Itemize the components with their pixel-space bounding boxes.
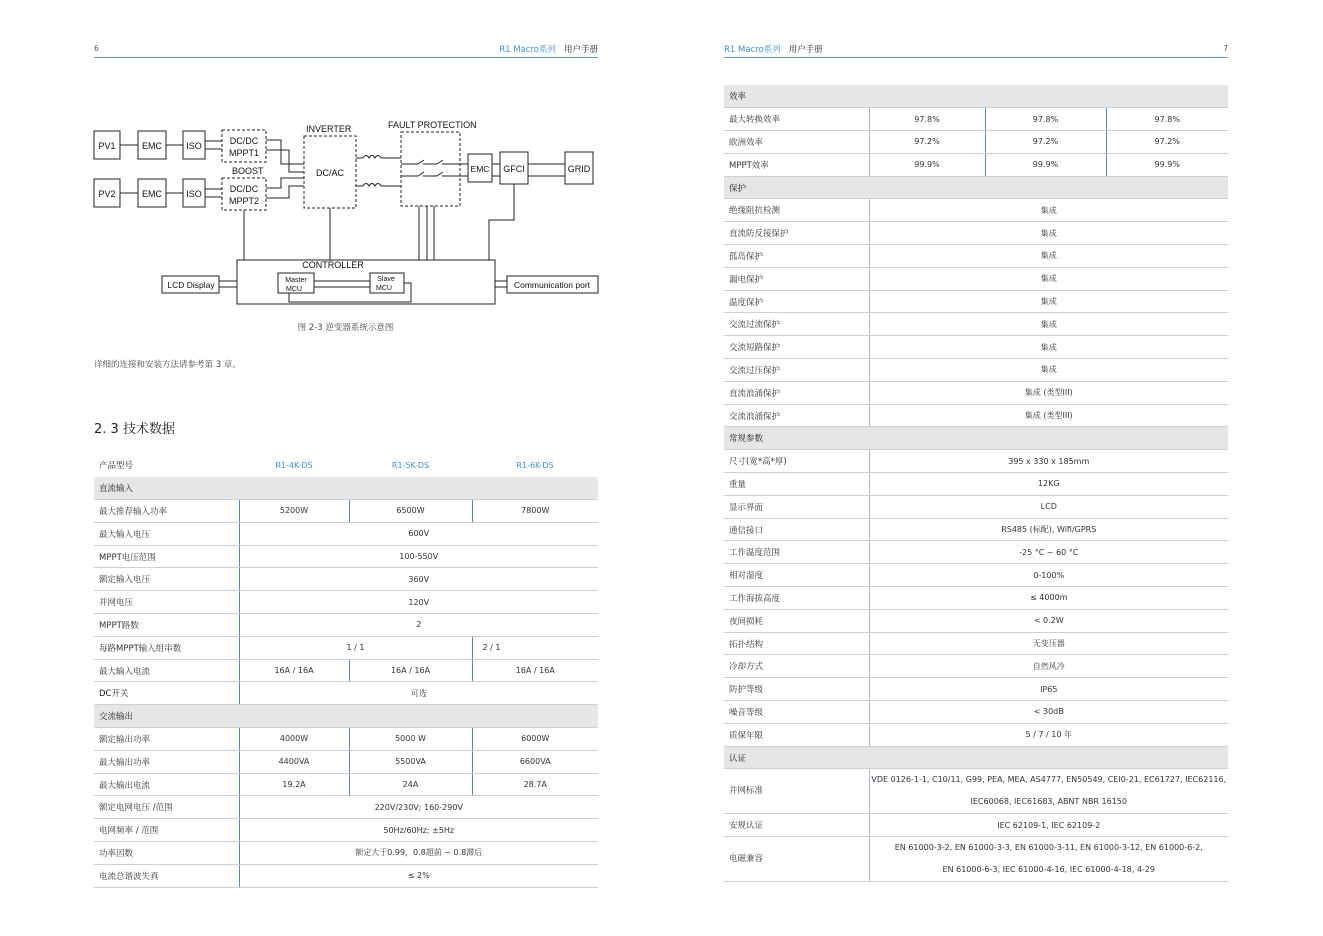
category-row [724,746,1228,769]
tech-data-table-right [724,85,1228,882]
cell-value: 4000W [239,728,349,751]
model-name: R1-4K-DS [275,460,313,470]
cell-value: 220V/230V; 160-290V [239,796,598,819]
cell-value: 0-100% [869,564,1228,587]
cell-value: 集成 [869,290,1228,313]
cell-value: 28.7A [472,773,598,796]
row-label: 拓扑结构 [724,632,869,655]
cell-value: IEC60068, IEC61683, ABNT NBR 16150 [970,797,1127,807]
table-row [724,108,1228,131]
cell-value: 集成 (类型III) [869,404,1228,427]
inverter-system-diagram [93,116,605,312]
table-row [724,290,1228,313]
cell-value: 5200W [239,500,349,523]
row-label: 并网标准 [724,769,869,814]
table-row [724,245,1228,268]
table-row [94,682,598,705]
row-label: 温度保护 [724,290,869,313]
cell-value: < 0.2W [869,609,1228,632]
row-label: 防护等级 [724,678,869,701]
table-row [724,655,1228,678]
cell-value: 自然风冷 [869,655,1228,678]
table-row [94,591,598,614]
row-label: 电流总谐波失真 [94,864,239,887]
row-label: 并网电压 [94,591,239,614]
cell-value: 集成 [869,336,1228,359]
cell-value: 2 / 1 [472,636,598,659]
table-row [724,495,1228,518]
table-row [724,814,1228,837]
page-number: 6 [94,44,99,53]
row-label: 尺寸(宽*高*厚) [724,450,869,473]
row-label: MPPT路数 [94,614,239,637]
table-row [94,842,598,865]
table-row [94,522,598,545]
cell-value: 16A / 16A [472,659,598,682]
table-row [724,541,1228,564]
cell-value: 99.9% [985,153,1106,176]
pv2-label: PV2 [98,189,116,199]
table-row [724,267,1228,290]
cell-value: RS485 (标配), Wifi/GPRS [869,518,1228,541]
row-label: 最大输出电流 [94,773,239,796]
inverter-label: INVERTER [306,124,352,134]
row-label: 质保年限 [724,723,869,746]
cell-value: 4400VA [239,750,349,773]
table-row [94,454,598,477]
table-row [724,587,1228,610]
table-row [94,819,598,842]
row-label: 夜间损耗 [724,609,869,632]
row-label: 欧洲效率 [724,131,869,154]
row-label: 每路MPPT输入组串数 [94,636,239,659]
cell-value: 集成 [869,313,1228,336]
emc-label-1: EMC [142,141,162,151]
cell-value: 97.2% [1106,131,1228,154]
cell-value: 无变压器 [869,632,1228,655]
master-label: Master [285,277,307,284]
cell-value: IEC 62109-1, IEC 62109-2 [869,814,1228,837]
row-label: 最大输入电流 [94,659,239,682]
row-label: 重量 [724,473,869,496]
dcdc-label-2: DC/DC [229,184,259,194]
table-row [724,564,1228,587]
emc-standards-cell [869,837,1228,882]
row-label: 最大转换效率 [724,108,869,131]
cell-value: 7800W [472,500,598,523]
category-label: 常规参数 [724,427,1228,450]
table-row [724,381,1228,404]
cell-value: IP65 [869,678,1228,701]
cell-value: EN 61000-3-2, EN 61000-3-3, EN 61000-3-11, EN 61000-3-12, EN 61000-6-2, [894,843,1203,853]
cell-value: 5500VA [349,750,472,773]
cell-value: 97.2% [869,131,985,154]
grid-standards-cell [869,769,1228,814]
header-manual: 用户手册 [563,45,598,55]
table-row [724,701,1228,724]
cell-value: 6600VA [472,750,598,773]
model-name: R1-5K-DS [391,460,430,470]
category-label: 认证 [724,746,1228,769]
table-row [724,837,1228,882]
cell-value: 2 [239,614,598,637]
cell-value: 99.9% [1106,153,1228,176]
table-row [724,199,1228,222]
table-row [724,518,1228,541]
iso-label-1: ISO [186,141,202,151]
section-title: 2. 3 技术数据 [94,422,175,437]
table-row [94,659,598,682]
emc-label-2: EMC [142,189,162,199]
dcac-label: DC/AC [315,168,345,178]
row-label: 最大输出功率 [94,750,239,773]
header-manual: 用户手册 [788,45,823,55]
cell-value: 600V [239,522,598,545]
grid-label: GRID [567,164,591,174]
row-label: 最大输入电压 [94,522,239,545]
row-label: 孤岛保护 [724,245,869,268]
table-row [724,336,1228,359]
row-label: 交流过压保护 [724,359,869,382]
cell-value: 120V [239,591,598,614]
cell-value: 395 x 330 x 185mm [869,450,1228,473]
cell-value: 1 / 1 [239,636,472,659]
row-label: 工作海拔高度 [724,587,869,610]
row-label: 通信接口 [724,518,869,541]
cell-value: 97.8% [1106,108,1228,131]
table-row [94,773,598,796]
row-label: 直流浪涌保护 [724,381,869,404]
cell-value: EN 61000-6-3, IEC 61000-4-16, IEC 61000-4-18, 4-29 [942,865,1155,875]
row-label: 电磁兼容 [724,837,869,882]
cell-value: 360V [239,568,598,591]
cell-value: -25 °C ~ 60 °C [869,541,1228,564]
row-label: 噪音等级 [724,701,869,724]
comm-port-label: Communication port [513,280,591,290]
tech-data-table-left [94,454,598,888]
row-label: 工作温度范围 [724,541,869,564]
figure-caption: 图 2-3 逆变器系统示意图 [297,323,394,333]
table-row [94,568,598,591]
row-label: 显示界面 [724,495,869,518]
page-number: 7 [1223,44,1228,53]
cell-value: 5000 W [349,728,472,751]
pv1-label: PV1 [98,141,116,151]
lcd-display-label: LCD Display [167,280,215,290]
fault-protection-label: FAULT PROTECTION [388,120,477,130]
cell-value: 集成 [869,199,1228,222]
slave-mcu-label: MCU [376,285,392,292]
left-page [0,0,661,936]
model-name: R1-6K-DS [516,460,554,470]
cell-value: VDE 0126-1-1, C10/11, G99, PEA, MEA, AS4777, EN50549, CEI0-21, EC61727, IEC62116, [871,775,1227,785]
right-page [661,0,1323,936]
table-row [94,864,598,887]
cell-value: 19.2A [239,773,349,796]
cell-value: 50Hz/60Hz; ±5Hz [239,819,598,842]
gfci-label: GFCI [503,164,525,174]
slave-label: Slave [377,276,395,283]
cell-value: 97.2% [985,131,1106,154]
header-series: R1 Macro系列 [724,45,781,55]
cell-value: 99.9% [869,153,985,176]
cell-value: < 30dB [869,701,1228,724]
cell-value: 12KG [869,473,1228,496]
table-row [724,131,1228,154]
cell-value: 集成 [869,245,1228,268]
row-label: DC开关 [94,682,239,705]
table-row [724,723,1228,746]
row-label: 冷却方式 [724,655,869,678]
table-row [724,222,1228,245]
table-row [724,609,1228,632]
table-row [724,450,1228,473]
cell-value: 5 / 7 / 10 年 [869,723,1228,746]
row-label: MPPT效率 [724,153,869,176]
fault-protection-block [401,132,460,206]
table-row [724,359,1228,382]
row-label: 电网频率 / 范围 [94,819,239,842]
table-row [724,473,1228,496]
row-label: 直流防反接保护 [724,222,869,245]
iso-label-2: ISO [186,189,202,199]
row-label: 额定输入电压 [94,568,239,591]
table-row [94,545,598,568]
left-page-header [94,43,598,58]
category-label: 效率 [724,85,1228,108]
category-label: 交流输出 [94,705,598,728]
category-row [94,477,598,500]
table-row [724,153,1228,176]
cell-value: 6500W [349,500,472,523]
table-row [724,632,1228,655]
cell-value: 集成 [869,222,1228,245]
table-row [724,313,1228,336]
table-row [94,500,598,523]
emc-output-label: EMC [470,164,490,174]
row-label: 相对湿度 [724,564,869,587]
mppt1-label: MPPT1 [228,148,260,158]
master-mcu-label: MCU [286,286,302,293]
table-row [94,750,598,773]
model-label: 产品型号 [99,461,134,472]
install-note: 详细的连接和安装方法请参考第 3 章。 [94,360,241,370]
row-label: 额定电网电压 /范围 [94,796,239,819]
cell-value: 额定大于0.99，0.8超前 ~ 0.8滞后 [239,842,598,865]
row-label: 交流过流保护 [724,313,869,336]
table-row [724,678,1228,701]
row-label: 绝缘阻抗检测 [724,199,869,222]
table-row [94,636,598,659]
cell-value: 可选 [239,682,598,705]
category-row [724,176,1228,199]
cell-value: 16A / 16A [239,659,349,682]
cell-value: 16A / 16A [349,659,472,682]
table-row [724,769,1228,814]
cell-value: 97.8% [869,108,985,131]
row-label: 交流短路保护 [724,336,869,359]
cell-value: ≤ 4000m [869,587,1228,610]
table-row [94,796,598,819]
cell-value: 24A [349,773,472,796]
boost-label: BOOST [232,166,264,176]
category-row [724,85,1228,108]
cell-value: 集成 [869,359,1228,382]
mppt2-label: MPPT2 [228,196,260,206]
right-page-header [724,43,1228,58]
category-row [94,705,598,728]
category-label: 保护 [724,176,1228,199]
controller-block [237,260,495,304]
table-row [94,728,598,751]
row-label: 最大推荐输入功率 [94,500,239,523]
dcdc-label-1: DC/DC [229,136,259,146]
row-label: 额定输出功率 [94,728,239,751]
row-label: 交流浪涌保护 [724,404,869,427]
category-label: 直流输入 [94,477,598,500]
cell-value: 6000W [472,728,598,751]
table-row [724,404,1228,427]
cell-value: 集成 (类型III) [869,381,1228,404]
cell-value: 100-550V [239,545,598,568]
row-label: MPPT电压范围 [94,545,239,568]
row-label: 功率因数 [94,842,239,865]
cell-value: ≤ 2% [239,864,598,887]
table-row [94,614,598,637]
cell-value: 集成 [869,267,1228,290]
row-label: 安规认证 [724,814,869,837]
category-row [724,427,1228,450]
cell-value: 97.8% [985,108,1106,131]
row-label: 漏电保护 [724,267,869,290]
header-series: R1 Macro系列 [499,45,556,55]
cell-value: LCD [869,495,1228,518]
controller-label: CONTROLLER [302,260,364,270]
